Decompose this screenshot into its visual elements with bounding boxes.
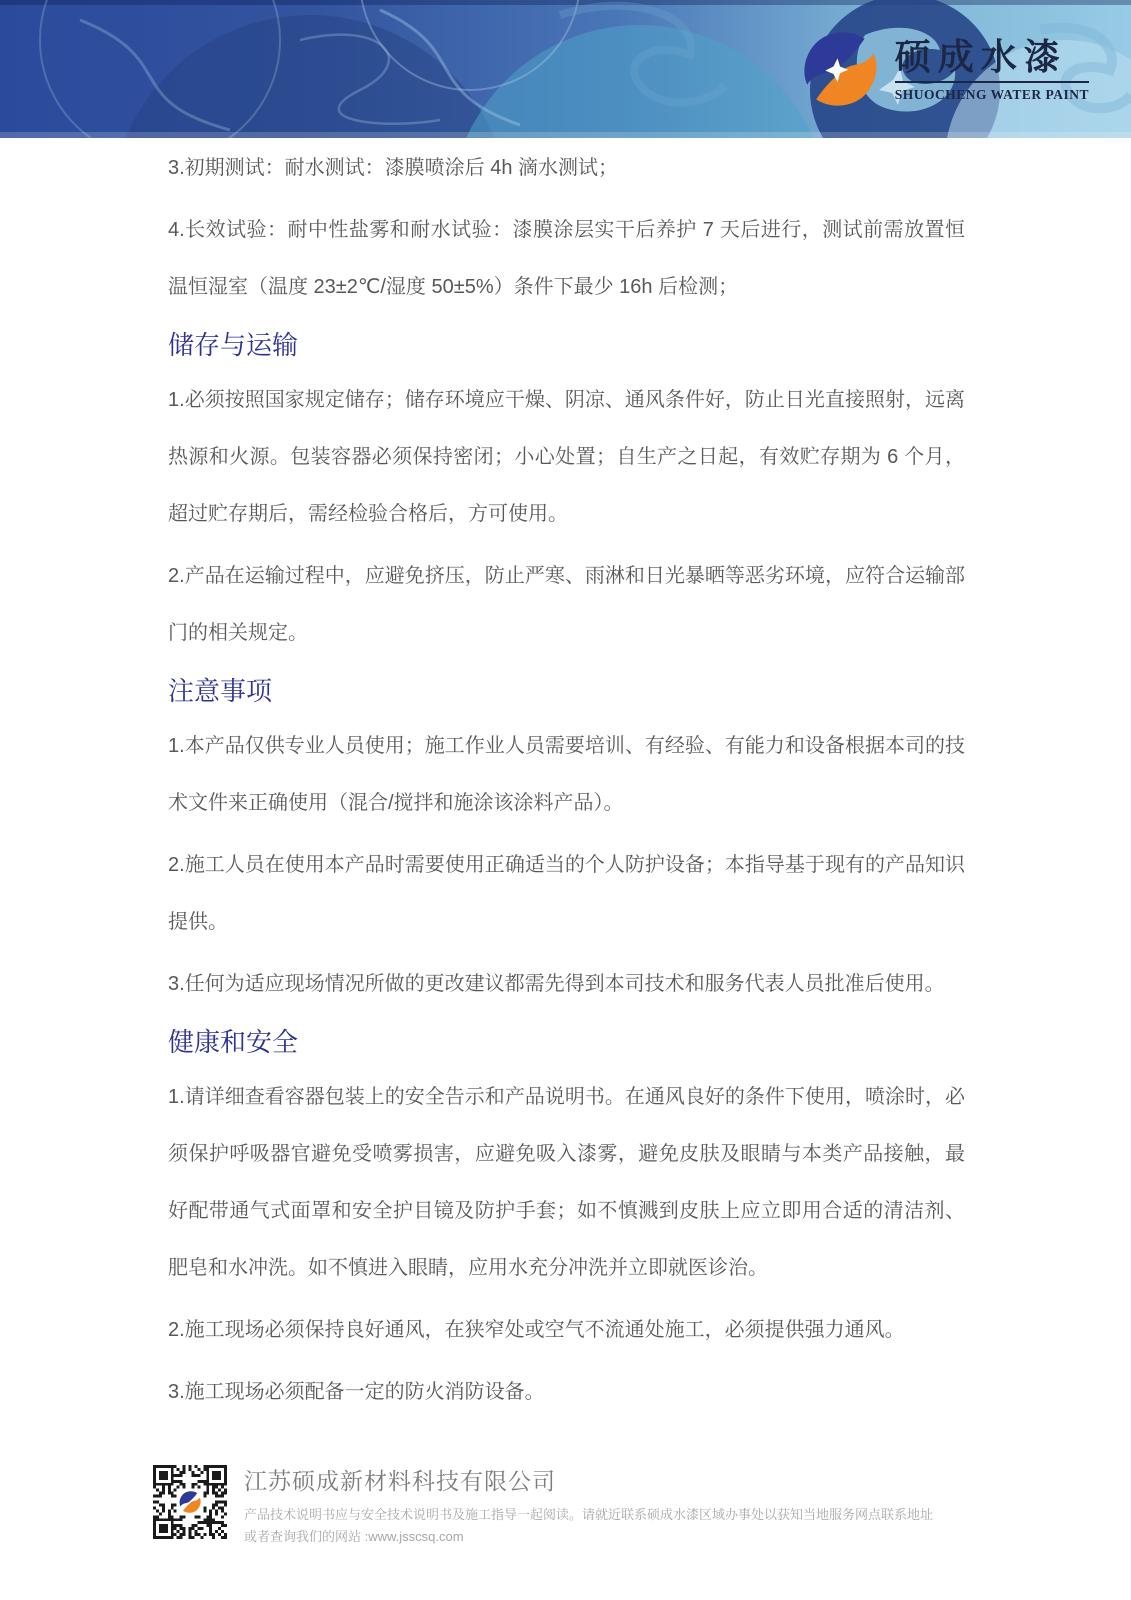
paragraph-storage-2: 2.产品在运输过程中，应避免挤压，防止严寒、雨淋和日光暴晒等恶劣环境，应符合运输部门的相关规定。: [168, 565, 965, 644]
s-swirl-logo-icon: [799, 28, 881, 110]
company-logo: [799, 28, 1089, 110]
qr-center-logo-icon: [178, 1490, 202, 1514]
paragraph-health-3: 3.施工现场必须配备一定的防火消防设备。: [168, 1381, 545, 1403]
paragraph-precaution-3: 3.任何为适应现场情况所做的更改建议都需先得到本司技术和服务代表人员批准后使用。: [168, 973, 945, 995]
paragraph-precaution-2: 2.施工人员在使用本产品时需要使用正确适当的个人防护设备；本指导基于现有的产品知识提供。: [168, 854, 965, 933]
footer-company-name: 江苏硕成新材料科技有限公司: [244, 1468, 556, 1494]
paragraph-storage-1: 1.必须按照国家规定储存；储存环境应干燥、阴凉、通风条件好，防止日光直接照射，远离热源和火源。包装容器必须保持密闭；小心处置；自生产之日起，有效贮存期为 6 个月，超过贮存期后，需经检验合格后，方可使用。: [168, 389, 965, 525]
header-banner: [0, 0, 1131, 138]
section-heading-health-safety: 健康和安全: [168, 1027, 299, 1057]
company-logo-text: [895, 35, 1089, 103]
footer-text-block: [244, 1465, 933, 1548]
page-footer: [0, 1465, 1131, 1548]
paragraph-longterm-test: 4.长效试验：耐中性盐雾和耐水试验：漆膜涂层实干后养护 7 天后进行，测试前需放置恒温恒湿室（温度 23±2℃/湿度 50±5%）条件下最少 16h 后检测；: [168, 219, 965, 298]
paragraph-health-2: 2.施工现场必须保持良好通风，在狭窄处或空气不流通处施工，必须提供强力通风。: [168, 1319, 905, 1341]
document-body: [0, 138, 1131, 1421]
paragraph-initial-test: 3.初期测试：耐水测试：漆膜喷涂后 4h 滴水测试；: [168, 157, 619, 179]
paragraph-precaution-1: 1.本产品仅供专业人员使用；施工作业人员需要培训、有经验、有能力和设备根据本司的技术文件来正确使用（混合/搅拌和施涂该涂料产品）。: [168, 735, 965, 814]
footer-note-line2: 或者查询我们的网站 :www.jsscsq.com: [244, 1529, 464, 1544]
paragraph-health-1: 1.请详细查看容器包装上的安全告示和产品说明书。在通风良好的条件下使用，喷涂时，必须保护呼吸器官避免受喷雾损害，应避免吸入漆雾，避免皮肤及眼睛与本类产品接触，最好配带通气式面罩和安全护目镜及防护手套；如不慎溅到皮肤上应立即用合适的清洁剂、肥皂和水冲洗。如不慎进入眼睛，应用水充分冲洗并立即就医诊治。: [168, 1086, 965, 1279]
logo-name-cn: 硕成水漆: [895, 35, 1089, 83]
logo-name-en: SHUOCHENG WATER PAINT: [894, 87, 1089, 102]
section-heading-precautions: 注意事项: [168, 676, 273, 706]
qr-code: [153, 1465, 227, 1539]
footer-note-line1: 产品技术说明书应与安全技术说明书及施工指导一起阅读。请就近联系硕成水漆区域办事处以获知当地服务网点联系地址: [244, 1507, 934, 1522]
section-heading-storage-transport: 储存与运输: [168, 330, 299, 360]
